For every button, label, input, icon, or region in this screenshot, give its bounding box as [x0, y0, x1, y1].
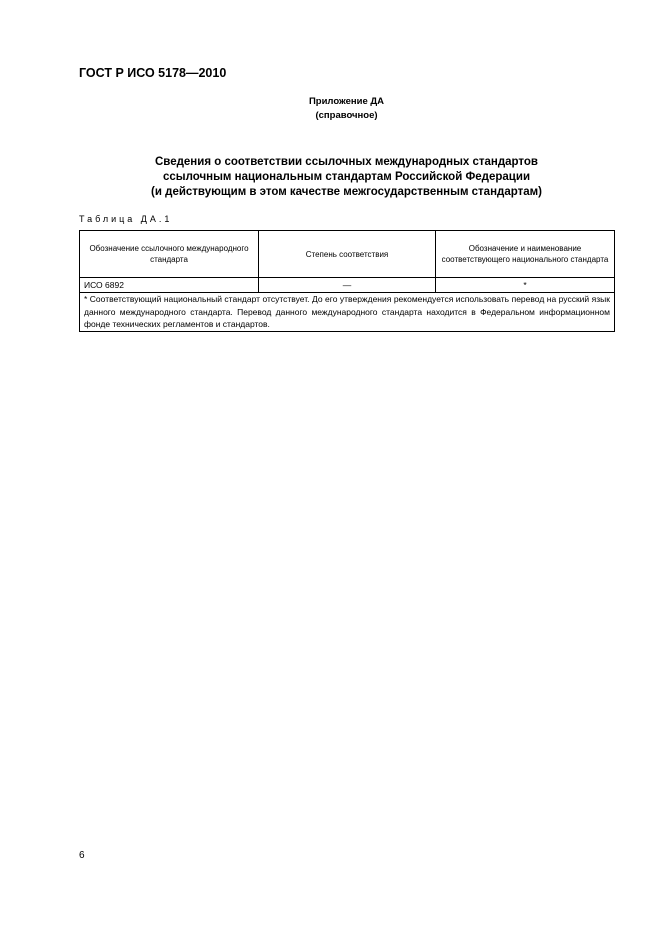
table-header-row	[80, 231, 615, 278]
document-code: ГОСТ Р ИСО 5178—2010	[79, 66, 227, 80]
table-row	[80, 278, 615, 293]
footnote-row	[80, 293, 615, 332]
section-title-line-1: Сведения о соответствии ссылочных международных стандартов	[154, 156, 538, 168]
page-number: 6	[79, 850, 85, 861]
cell-degree-of-correspondence: —	[259, 278, 436, 293]
cell-international-standard: ИСО 6892	[80, 278, 259, 293]
section-title-line-2: ссылочным национальным стандартам Российской Федерации	[162, 171, 531, 183]
cell-national-standard: *	[436, 278, 615, 293]
section-title-line-3: (и действующим в этом качестве межгосударственным стандартам)	[151, 186, 542, 198]
annex-title: Приложение ДА	[308, 96, 385, 107]
table-caption: Таблица ДА.1	[79, 214, 173, 224]
table-footnote: * Соответствующий национальный стандарт отсутствует. До его утверждения рекомендуется использовать перевод на русский язык данного международного стандарта. Перевод данного международного стандарта находится в Федеральном информационном фонде технических регламентов и стандартов.	[80, 293, 615, 332]
correspondence-table	[79, 230, 615, 332]
header-degree-of-correspondence: Степень соответствия	[259, 231, 436, 278]
annex-status: (справочное)	[315, 110, 378, 121]
annex-heading	[0, 95, 661, 123]
header-international-standard: Обозначение ссылочного международного стандарта	[80, 231, 259, 278]
section-title	[79, 155, 614, 200]
header-national-standard: Обозначение и наименование соответствующего национального стандарта	[436, 231, 615, 278]
